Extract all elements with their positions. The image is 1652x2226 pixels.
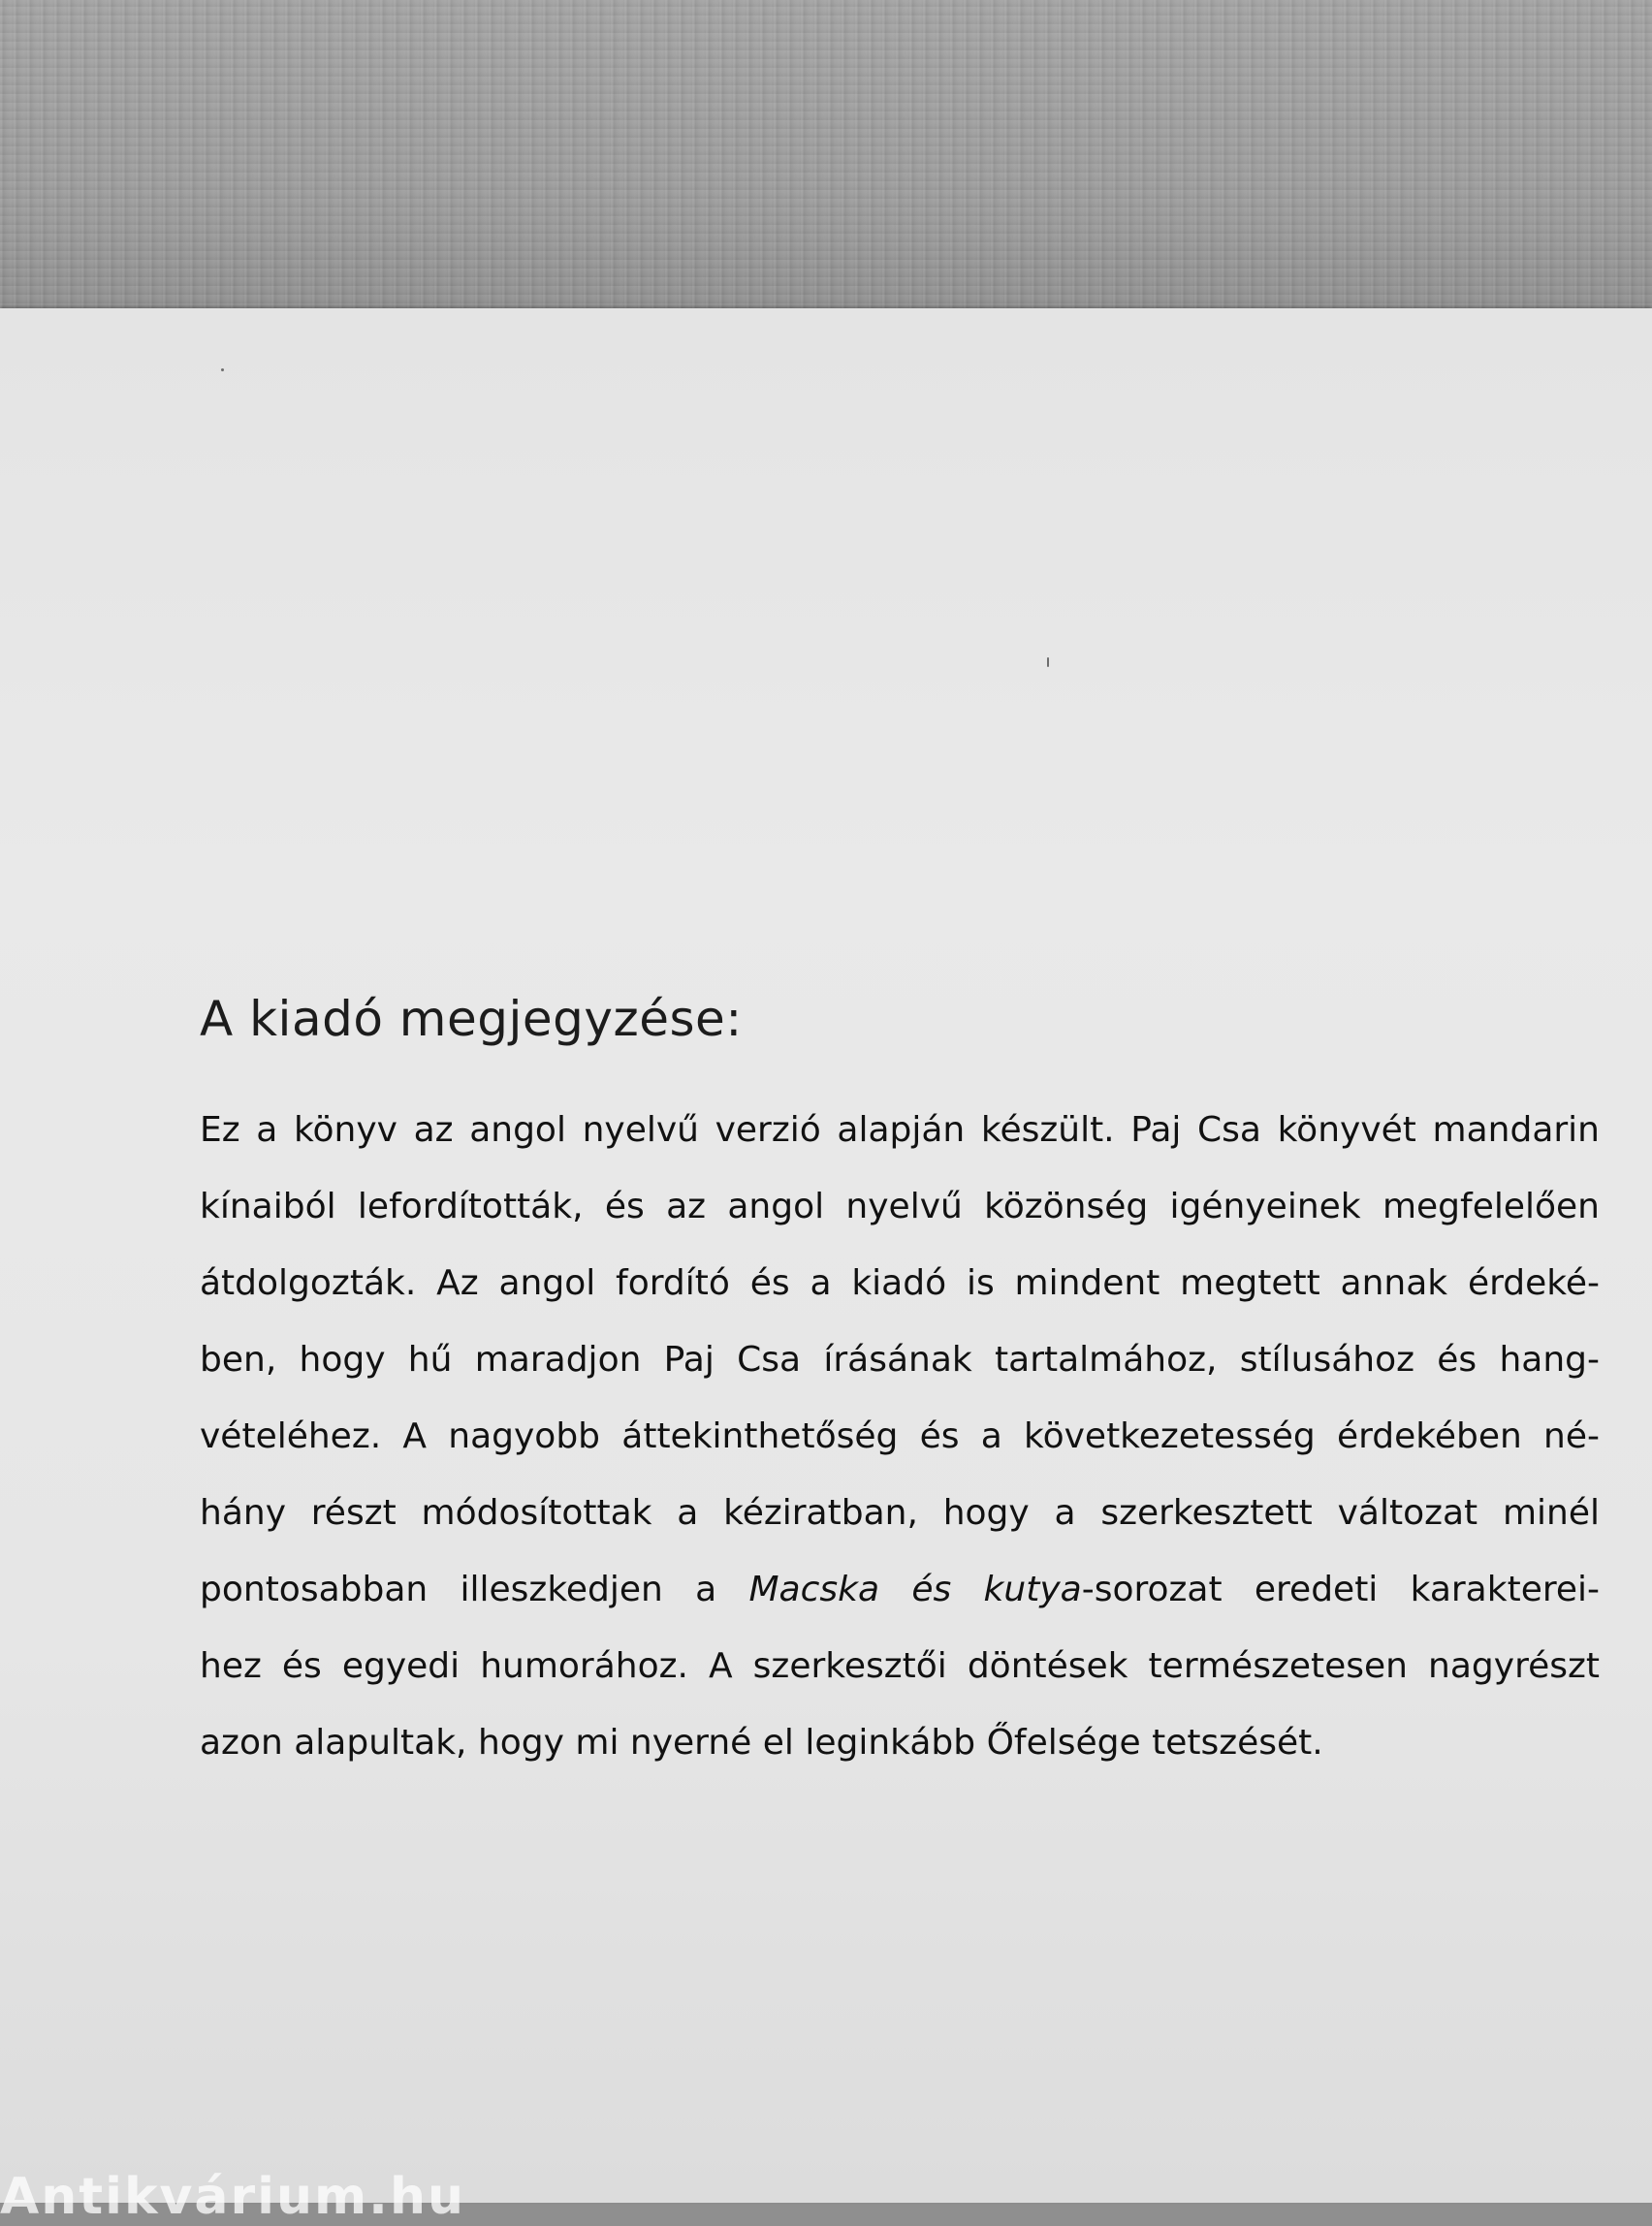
note-line: hez és egyedi humorához. A szerkesztői döntések természetesen nagyrészt <box>200 1646 1600 1686</box>
note-text-segment: pontosabban illeszkedjen a <box>200 1570 749 1609</box>
note-line: vételéhez. A nagyobb áttekinthetőség és a következetesség érdekében né- <box>200 1416 1600 1456</box>
paper-speck <box>1047 657 1049 667</box>
note-line-with-series-title <box>200 1551 1600 1628</box>
note-line: átdolgozták. Az angol fordító és a kiadó is mindent megtett annak érdeké- <box>200 1263 1600 1303</box>
publisher-note-body <box>200 1092 1600 1781</box>
paper-speck <box>221 368 224 371</box>
note-line: azon alapultak, hogy mi nyerné el leginkább Őfelsége tetszését. <box>200 1723 1323 1763</box>
note-line: Ez a könyv az angol nyelvű verzió alapján készült. Paj Csa könyvét mandarin <box>200 1110 1600 1150</box>
note-text-segment: -sorozat eredeti karakterei- <box>1081 1570 1600 1609</box>
table-surface <box>0 0 1652 330</box>
note-line: ben, hogy hű maradjon Paj Csa írásának tartalmához, stílusához és hang- <box>200 1340 1600 1380</box>
watermark: Antikvárium.hu <box>0 2168 465 2226</box>
publisher-note-heading: A kiadó megjegyzése: <box>200 991 743 1047</box>
note-line: hány részt módosítottak a kéziratban, hogy a szerkesztett változat minél <box>200 1493 1600 1533</box>
note-line: kínaiból lefordították, és az angol nyelvű közönség igényeinek megfelelően <box>200 1187 1600 1226</box>
series-title: Macska és kutya <box>748 1570 1082 1609</box>
